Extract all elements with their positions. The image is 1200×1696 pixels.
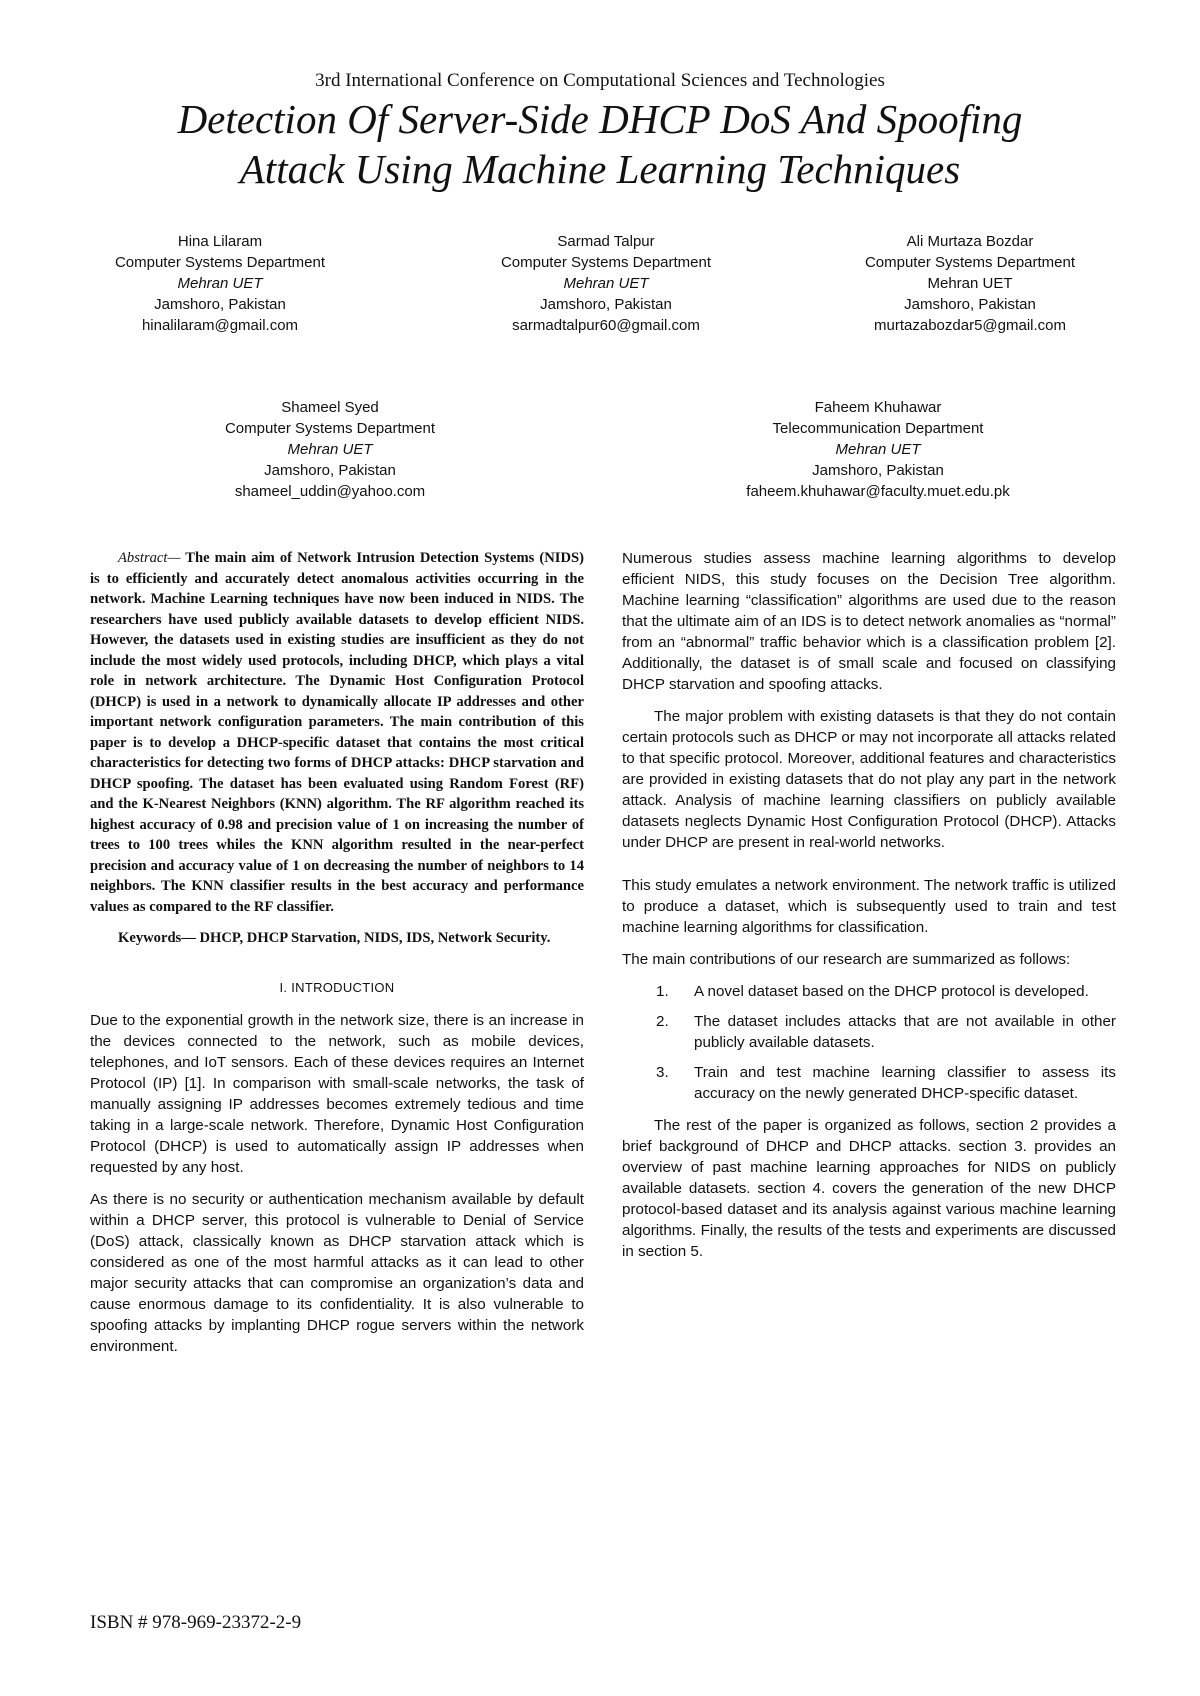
title-line-2: Attack Using Machine Learning Techniques: [239, 146, 961, 192]
author-block: [190, 397, 470, 502]
list-item: 2. The dataset includes attacks that are not available in other publicly available datasets.: [656, 1013, 1116, 1051]
author-block: [840, 231, 1100, 336]
author-affiliation: Mehran UET: [563, 275, 649, 292]
right-paragraph-1: Numerous studies assess machine learning algorithms to develop efficient NIDS, this study focuses on the Decision Tree algorithm. Machine learning “classification” algorithms are used due to the reason that the ultimate aim of an IDS is to detect network anomalies as “normal” from an “abnormal” traffic behavior which is a classification problem [2]. Additionally, the dataset is of small scale and focused on classifying DHCP starvation and spoofing attacks.: [622, 550, 1116, 693]
author-name: Ali Murtaza Bozdar: [906, 233, 1034, 250]
closing-paragraph: The rest of the paper is organized as follows, section 2 provides a brief background of DHCP and DHCP attacks. section 3. provides an overview of past machine learning approaches for NIDS on publicly available datasets. section 4. covers the generation of the new DHCP protocol-based dataset and its analysis against various machine learning algorithms. Finally, the results of the tests and experiments are discussed in section 5.: [622, 1117, 1116, 1260]
author-location: Jamshoro, Pakistan: [904, 296, 1036, 313]
author-name: Sarmad Talpur: [557, 233, 655, 250]
abstract-text: The main aim of Network Intrusion Detection Systems (NIDS) is to efficiently and accurately detect anomalous activities occurring in the network. Machine Learning techniques have now been induced in NIDS. The researchers have used publicly available datasets to develop efficient NIDS. However, the datasets used in existing studies are insufficient as they do not include the most widely used protocols, including DHCP, which plays a vital role in network architecture. The Dynamic Host Configuration Protocol (DHCP) is used in a network to dynamically allocate IP addresses and other important network configuration parameters. The main contribution of this paper is to develop a DHCP-specific dataset that contains the most critical characteristics for detecting two forms of DHCP attacks: DHCP starvation and DHCP spoofing. The dataset has been evaluated using Random Forest (RF) and the K-Nearest Neighbors (KNN) algorithm. The RF algorithm reached its highest accuracy of 0.98 and precision value of 1 on increasing the number of trees to 100 trees whiles the KNN algorithm resulted in the near-perfect precision and accuracy value of 1 on decreasing the number of neighbors to 14 neighbors. The KNN classifier results in the best accuracy and performance values as compared to the RF classifier.: [90, 550, 584, 915]
intro-paragraph-2: As there is no security or authentication mechanism available by default within a DHCP server, this protocol is vulnerable to Denial of Service (DoS) attack, classically known as DHCP starvation attack which is considered as one of the most harmful attacks as it can lead to other major security attacks that can compromise an organization’s data and cause enormous damage to its confidentiality. It is also vulnerable to spoofing attacks by implanting DHCP rogue servers within the network environment.: [90, 1190, 584, 1355]
author-dept: Computer Systems Department: [864, 254, 1076, 271]
author-email: hinalilaram@gmail.com: [141, 317, 299, 334]
keywords-label: Keywords—: [118, 930, 196, 946]
author-block: [100, 231, 340, 336]
author-dept: Computer Systems Department: [224, 420, 436, 437]
author-affiliation: Mehran UET: [177, 275, 263, 292]
author-dept: Computer Systems Department: [500, 254, 712, 271]
conference-name: 3rd International Conference on Computational Sciences and Technologies: [315, 70, 885, 91]
author-block: [466, 231, 746, 336]
author-email: murtazabozdar5@gmail.com: [874, 317, 1066, 334]
intro-paragraph-1: Due to the exponential growth in the network size, there is an increase in the devices connected to the network, such as mobile devices, telephones, and IoT sensors. Each of these devices requires an Internet Protocol (IP) [1]. In comparison with small-scale networks, the task of manually assigning IP addresses becomes extremely tedious and time taking in a large-scale network. Therefore, Dynamic Host Configuration Protocol (DHCP) is used to automatically assign IP addresses when requested by any host.: [90, 1011, 584, 1176]
left-column: [90, 548, 584, 1368]
contributions-list: [622, 981, 1116, 1104]
author-dept: Telecommunication Department: [772, 420, 984, 437]
author-location: Jamshoro, Pakistan: [540, 296, 672, 313]
author-affiliation: Mehran UET: [835, 441, 921, 458]
author-email: faheem.khuhawar@faculty.muet.edu.pk: [746, 483, 1010, 500]
author-block: [698, 397, 1058, 502]
right-column: [622, 548, 1116, 1273]
title-line-1: Detection Of Server-Side DHCP DoS And Spoofing: [177, 96, 1023, 142]
author-location: Jamshoro, Pakistan: [154, 296, 286, 313]
author-affiliation: Mehran UET: [287, 441, 373, 458]
keywords-text: DHCP, DHCP Starvation, NIDS, IDS, Network Security.: [199, 930, 551, 946]
list-item: 1. A novel dataset based on the DHCP protocol is developed.: [656, 983, 1089, 1000]
author-location: Jamshoro, Pakistan: [264, 462, 396, 479]
author-name: Shameel Syed: [281, 399, 379, 416]
author-dept: Computer Systems Department: [114, 254, 326, 271]
right-paragraph-4: The main contributions of our research are summarized as follows:: [622, 951, 1071, 968]
author-name: Faheem Khuhawar: [814, 399, 942, 416]
section-heading: I. INTRODUCTION: [279, 979, 395, 995]
author-affiliation: Mehran UET: [927, 275, 1013, 292]
keywords: [90, 928, 584, 949]
abstract: [90, 548, 584, 917]
author-email: sarmadtalpur60@gmail.com: [512, 317, 700, 334]
abstract-label: Abstract—: [118, 550, 181, 566]
author-location: Jamshoro, Pakistan: [812, 462, 944, 479]
author-email: shameel_uddin@yahoo.com: [234, 483, 426, 500]
list-item: 3. Train and test machine learning classifier to assess its accuracy on the newly generated DHCP-specific dataset.: [656, 1064, 1116, 1102]
isbn-footer: ISBN # 978-969-23372-2-9: [90, 1612, 302, 1633]
paper-title: [0, 94, 1200, 194]
author-name: Hina Lilaram: [177, 233, 263, 250]
right-paragraph-2: The major problem with existing datasets is that they do not contain certain protocols such as DHCP or may not incorporate all attacks related to that specific protocol. Moreover, additional features and characteristics are provided in existing datasets that do not play any part in the network attack. Analysis of machine learning classifiers on publicly available datasets neglects Dynamic Host Configuration Protocol (DHCP). Attacks under DHCP are present in real-world networks.: [622, 708, 1116, 851]
right-paragraph-3: This study emulates a network environment. The network traffic is utilized to produce a dataset, which is subsequently used to train and test machine learning algorithms for classification.: [622, 877, 1116, 936]
